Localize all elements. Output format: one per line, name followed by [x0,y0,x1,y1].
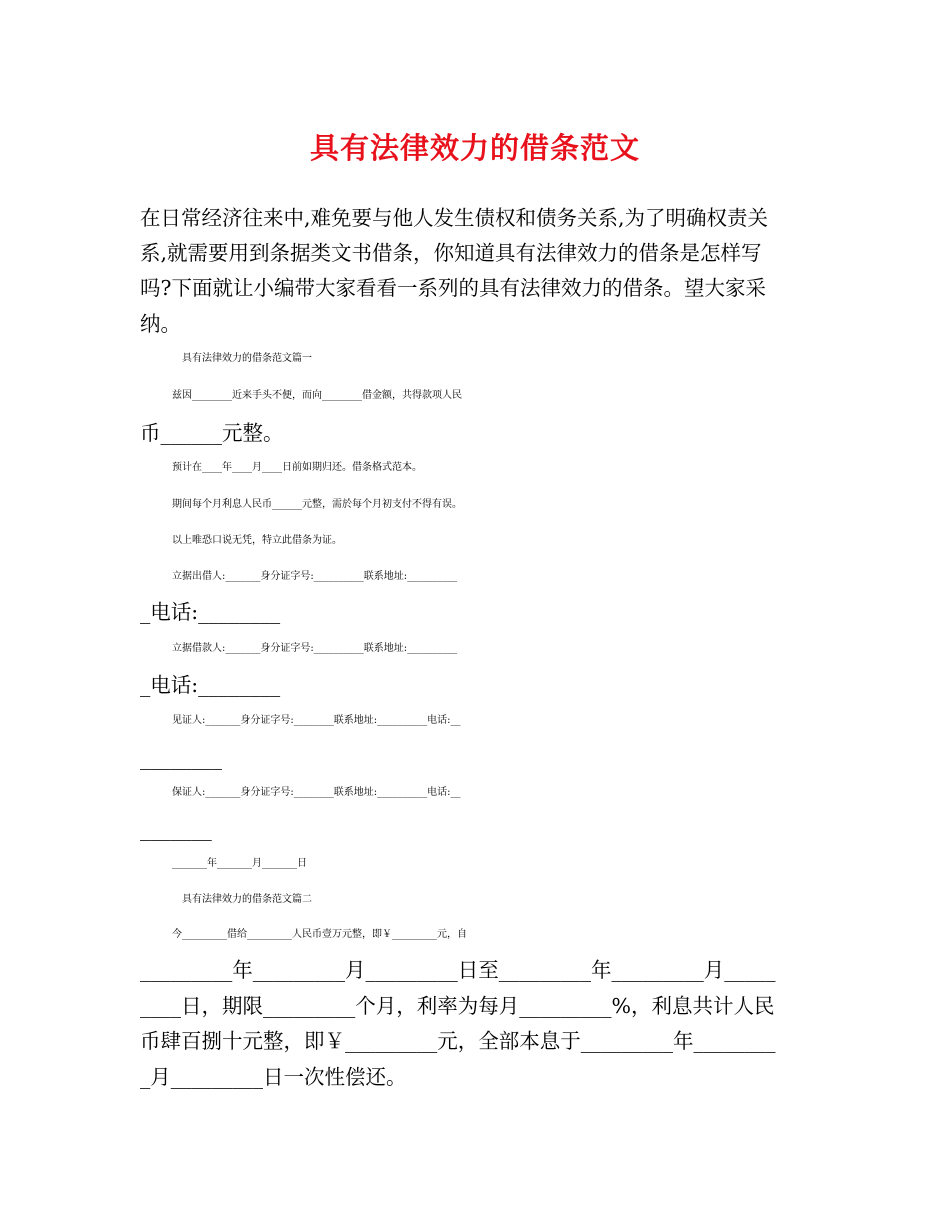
borrower-line: 立据借款人:_______身分证字号:__________联系地址:__________ [172,643,458,654]
lender-phone-line: _电话:________ [140,600,281,624]
intro-line-3: 吗?下面就让小编带大家看看一系列的具有法律效力的借条。望大家采 [140,276,766,300]
paragraph-line: 期间每个月利息人民币______元整，需於每个月初支付不得有误。 [172,499,462,510]
paragraph-line: ____日，期限_________个月，利率为每月_________%，利息共计人民 [140,994,775,1018]
borrower-phone-line: _电话:________ [140,673,281,697]
guarantor-line: 保证人:_______身分证字号:________联系地址:__________电话:__ [172,787,461,798]
section-heading-2: 具有法律效力的借条范文篇二 [182,894,312,905]
intro-line-2: 系,就需要用到条据类文书借条，你知道具有法律效力的借条是怎样写 [140,241,762,265]
witness-phone-line: ________ [140,746,222,770]
guarantor-phone-line: _______ [140,817,212,841]
intro-line-1: 在日常经济往来中,难免要与他人发生债权和债务关系,为了明确权责关 [140,206,769,230]
date-line: _______年_______月_______日 [172,858,307,869]
paragraph-line: _月_________日一次性偿还。 [140,1065,407,1089]
intro-line-4: 纳。 [140,312,181,336]
paragraph-line: 以上唯恐口说无凭，特立此借条为证。 [172,535,342,546]
paragraph-line: 币______元整。 [140,421,284,445]
paragraph-line: 兹因________近来手头不便，而向________借金额，共得款项人民 [172,390,462,401]
paragraph-line: _________年_________月_________日至_________年_________月_____ [140,958,776,982]
document-title: 具有法律效力的借条范文 [309,131,640,165]
witness-line: 见证人:_______身分证字号:________联系地址:__________电话:__ [172,715,461,726]
paragraph-line: 预计在____年____月____日前如期归还。借条格式范本。 [172,462,422,473]
section-heading-1: 具有法律效力的借条范文篇一 [182,353,312,364]
paragraph-line: 今_________借给_________人民币壹万元整，即￥_________元，自 [172,929,467,940]
lender-line: 立据出借人:_______身分证字号:__________联系地址:__________ [172,571,458,582]
paragraph-line: 币肆百捌十元整，即￥_________元，全部本息于_________年________ [140,1029,776,1053]
